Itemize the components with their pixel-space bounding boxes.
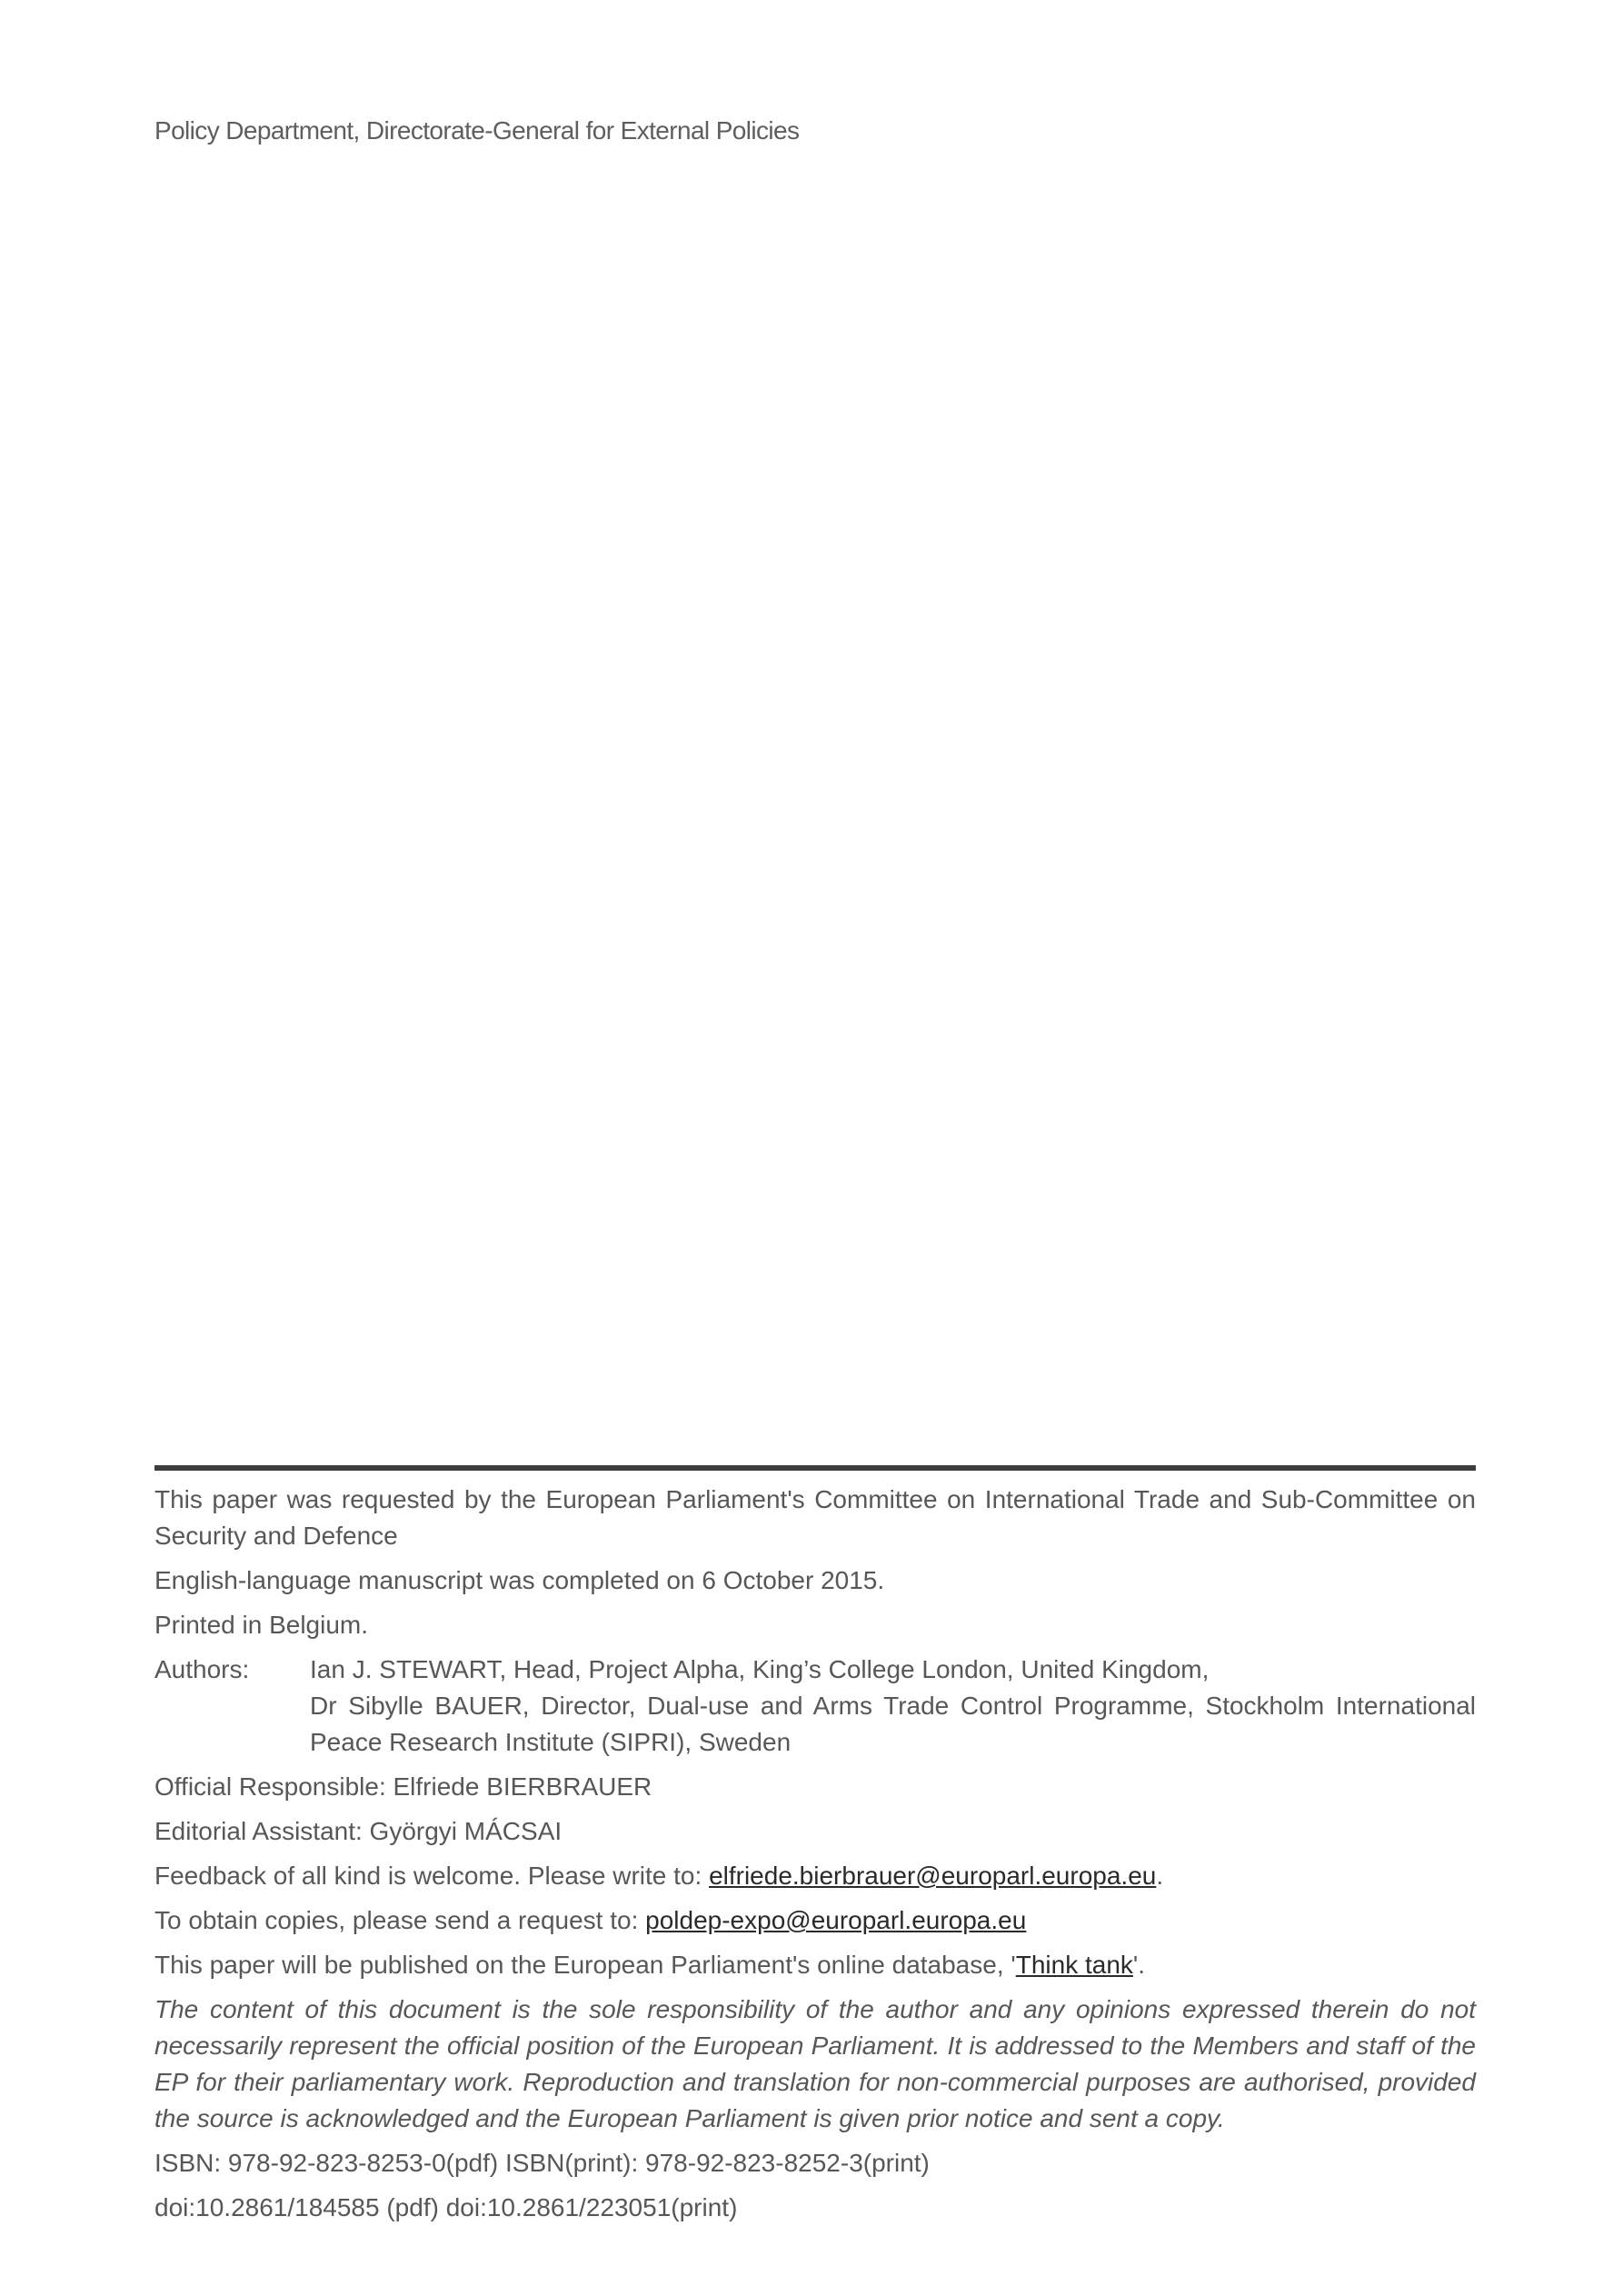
section-divider [154,1465,1476,1471]
database-line [154,1947,1476,1983]
authors-list [310,1652,1476,1761]
feedback-email-link[interactable]: elfriede.bierbrauer@europarl.europa.eu [709,1862,1157,1890]
copies-prefix: To obtain copies, please send a request to: [154,1906,646,1934]
imprint-block [154,1482,1476,2234]
feedback-line [154,1858,1476,1894]
feedback-suffix: . [1156,1862,1164,1890]
authors-label: Authors: [154,1655,250,1683]
doi-text: doi:10.2861/184585 (pdf) doi:10.2861/223051(print) [154,2193,738,2221]
running-header: Policy Department, Directorate-General for External Policies [154,116,800,145]
think-tank-link[interactable]: Think tank [1015,1951,1133,1979]
authors-section [154,1652,1476,1761]
copies-email-link[interactable]: poldep-expo@europarl.europa.eu [645,1906,1027,1934]
official-responsible-text: Official Responsible: Elfriede BIERBRAUER [154,1772,652,1801]
copies-line [154,1902,1476,1939]
printed-in-text: Printed in Belgium. [154,1611,369,1639]
disclaimer-text: The content of this document is the sole responsibility of the author and any opinions expressed therein do not necessarily represent the official position of the European Parliament. It is addressed to the Members and staff of the EP for their parliamentary work. Reproduction and translation for non-commercial purposes are authorised, provided the source is acknowledged and the European Parliament is given prior notice and sent a copy. [154,1995,1476,2132]
requested-by-text: This paper was requested by the European Parliament's Committee on International Trade and Sub-Committee on Security and Defence [154,1485,1476,1550]
database-prefix: This paper will be published on the European Parliament's online database, ' [154,1951,1016,1979]
manuscript-date-text: English-language manuscript was completed on 6 October 2015. [154,1566,885,1594]
isbn-text: ISBN: 978-92-823-8253-0(pdf) ISBN(print): 978-92-823-8252-3(print) [154,2149,930,2177]
database-suffix: '. [1132,1951,1146,1979]
author-entry: Ian J. STEWART, Head, Project Alpha, King’s College London, United Kingdom, [310,1655,1210,1683]
editorial-assistant-text: Editorial Assistant: Györgyi MÁCSAI [154,1817,563,1845]
author-entry: Dr Sibylle BAUER, Director, Dual-use and Arms Trade Control Programme, Stockholm International Peace Research Institute (SIPRI), Sweden [310,1692,1476,1756]
feedback-prefix: Feedback of all kind is welcome. Please write to: [154,1862,710,1890]
